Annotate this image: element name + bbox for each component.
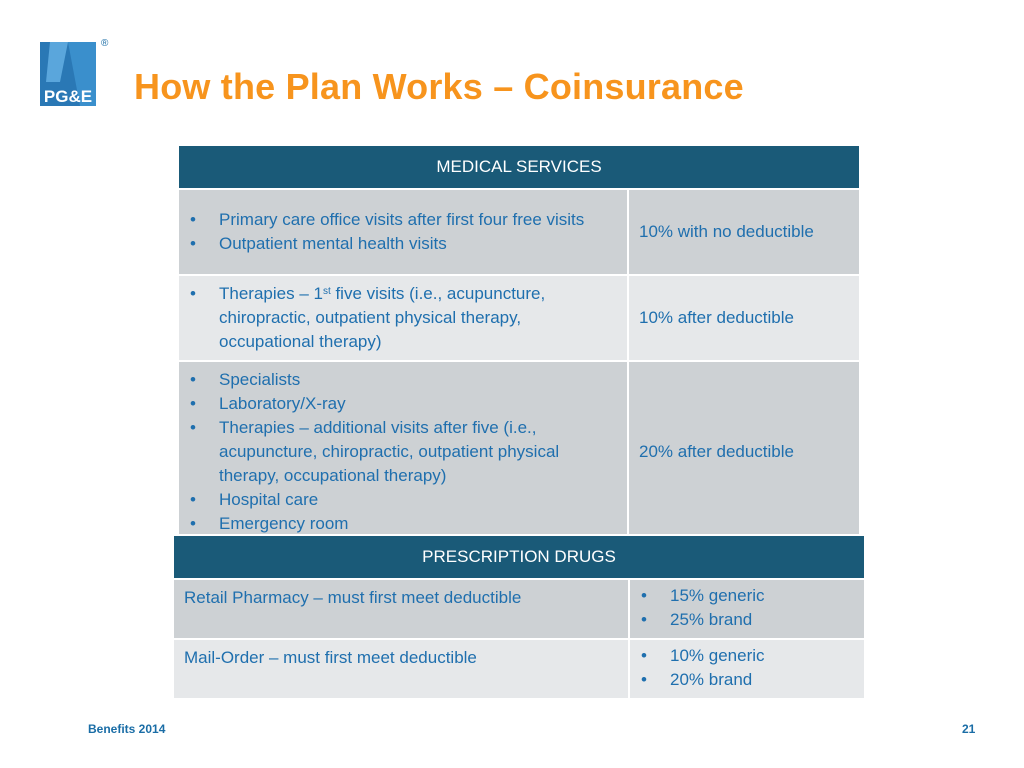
registered-mark: ® bbox=[101, 38, 109, 49]
list-item: • Hospital care bbox=[179, 488, 619, 512]
page-title: How the Plan Works – Coinsurance bbox=[134, 66, 744, 107]
list-item: • Emergency room bbox=[179, 512, 619, 536]
list-item: • 25% brand bbox=[630, 608, 856, 632]
list-item: • Primary care office visits after first four free visits bbox=[179, 208, 619, 232]
table-row bbox=[173, 579, 865, 639]
list-item: • Specialists bbox=[179, 368, 619, 392]
logo-text: PG&E bbox=[43, 87, 93, 106]
table-row bbox=[173, 639, 865, 699]
footer-label: Benefits 2014 bbox=[88, 722, 166, 736]
list-item: • 15% generic bbox=[630, 584, 856, 608]
list-item: • 20% brand bbox=[630, 668, 856, 692]
table-row bbox=[178, 361, 860, 543]
page-number: 21 bbox=[962, 722, 976, 736]
medical-services-table bbox=[177, 144, 861, 544]
coinsurance-value: 10% with no deductible bbox=[628, 189, 860, 275]
rx-header: PRESCRIPTION DRUGS bbox=[173, 535, 865, 579]
list-item: • Laboratory/X-ray bbox=[179, 392, 619, 416]
list-item: • Outpatient mental health visits bbox=[179, 232, 619, 256]
pge-logo bbox=[40, 42, 96, 106]
list-item: • 10% generic bbox=[630, 644, 856, 668]
coinsurance-value: 10% after deductible bbox=[628, 275, 860, 361]
coinsurance-value: 20% after deductible bbox=[628, 361, 860, 543]
table-row bbox=[178, 275, 860, 361]
table-row bbox=[178, 189, 860, 275]
medical-header: MEDICAL SERVICES bbox=[178, 145, 860, 189]
rx-label: Retail Pharmacy – must first meet deductible bbox=[173, 579, 629, 639]
list-item: • Therapies – 1st five visits (i.e., acupuncture, chiropractic, outpatient physical therapy, occupational therapy) bbox=[179, 282, 619, 354]
list-item: • Therapies – additional visits after five (i.e., acupuncture, chiropractic, outpatient physical therapy, occupational therapy) bbox=[179, 416, 619, 488]
rx-label: Mail-Order – must first meet deductible bbox=[173, 639, 629, 699]
prescription-drugs-table bbox=[172, 534, 866, 700]
